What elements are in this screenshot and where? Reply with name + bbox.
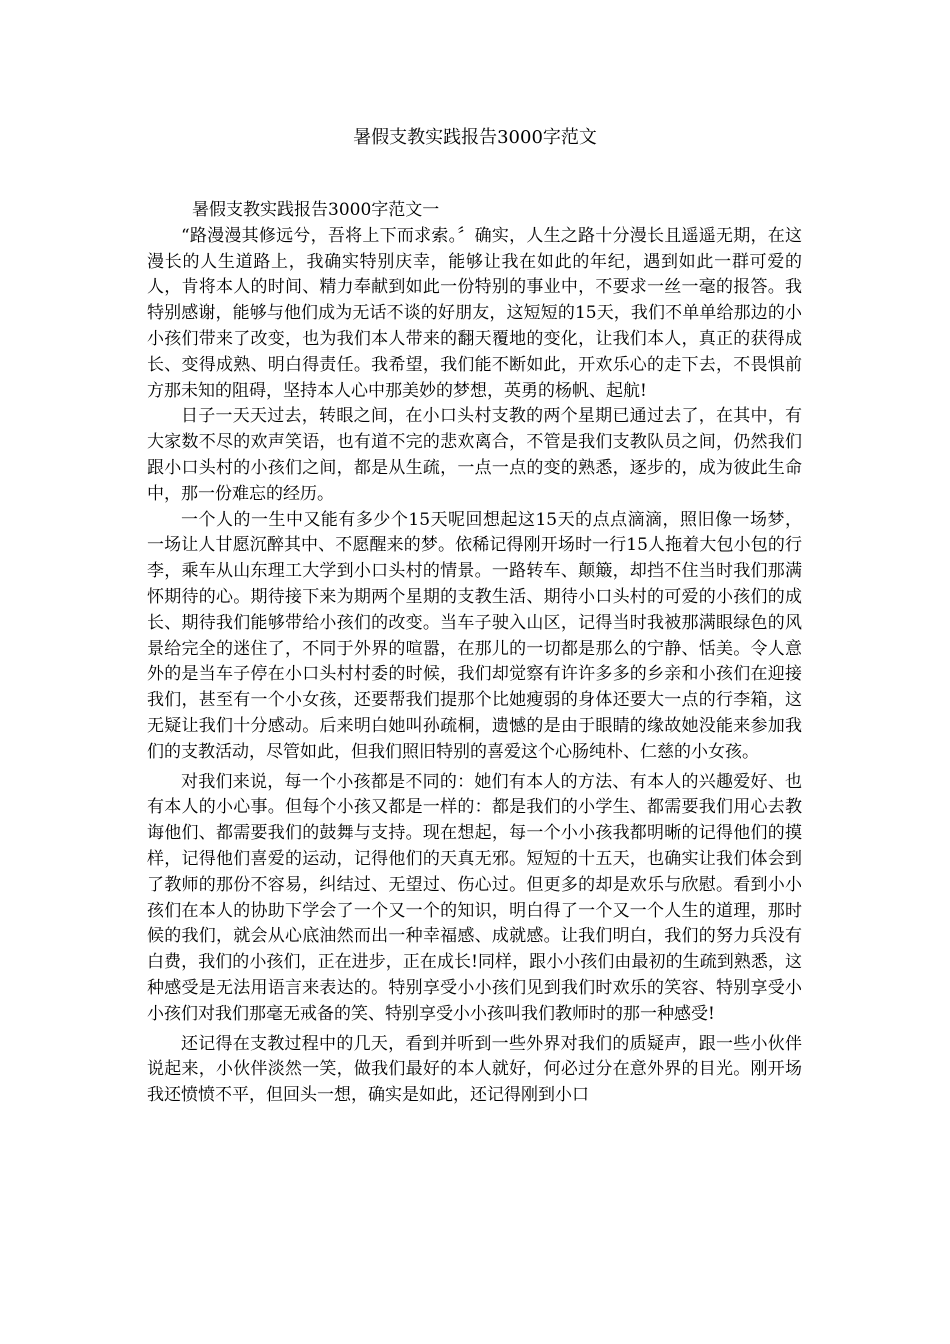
document-body	[147, 198, 802, 1109]
paragraph-2: 日子一天天过去，转眼之间，在小口头村支教的两个星期已通过去了，在其中，有大家数不尽的欢声笑语，也有道不完的悲欢离合，不管是我们支教队员之间，仍然我们跟小口头村的小孩们之间，都是从生疏，一点一点的变的熟悉，逐步的，成为彼此生命中，那一份难忘的经历。	[147, 406, 802, 504]
paragraph-1: “路漫漫其修远兮，吾将上下而求索。〞确实，人生之路十分漫长且遥遥无期，在这漫长的人生道路上，我确实特别庆幸，能够让我在如此的年纪，遇到如此一群可爱的人，肯将本人的时间、精力奉献到如此一份特别的事业中，不要求一丝一毫的报答。我特别感谢，能够与他们成为无话不谈的好朋友，这短短的15天，我们不单单给那边的小小孩们带来了改变，也为我们本人带来的翻天覆地的变化，让我们本人，真正的获得成长、变得成熟、明白得责任。我希望，我们能不断如此，开欢乐心的走下去，不畏惧前方那未知的阻碍，坚持本人心中那美妙的梦想，英勇的杨帆、起航!	[147, 225, 802, 401]
paragraph-4: 对我们来说，每一个小孩都是不同的：她们有本人的方法、有本人的兴趣爱好、也有本人的小心事。但每个小孩又都是一样的：都是我们的小学生、都需要我们用心去教诲他们、都需要我们的鼓舞与支持。现在想起，每一个小小孩我都明晰的记得他们的摸样，记得他们喜爱的运动，记得他们的天真无邪。短短的十五天，也确实让我们体会到了教师的那份不容易，纠结过、无望过、伤心过。但更多的却是欢乐与欣慰。看到小小孩们在本人的协助下学会了一个又一个的知识，明白得了一个又一个人生的道理，那时候的我们，就会从心底油然而出一种幸福感、成就感。让我们明白，我们的努力兵没有白费，我们的小孩们，正在进步，正在成长!同样，跟小小孩们由最初的生疏到熟悉，这种感受是无法用语言来表达的。特别享受小小孩们见到我们时欢乐的笑容、特别享受小小孩们对我们那毫无戒备的笑、特别享受小小孩叫我们教师时的那一种感受!	[147, 771, 802, 1024]
section-subtitle: 暑假支教实践报告3000字范文一	[192, 200, 440, 220]
document-title: 暑假支教实践报告3000字范文	[353, 127, 597, 148]
paragraph-5: 还记得在支教过程中的几天，看到并听到一些外界对我们的质疑声，跟一些小伙伴说起来，小伙伴淡然一笑，做我们最好的本人就好，何必过分在意外界的目光。刚开场我还愤愤不平，但回头一想，确实是如此，还记得刚到小口	[147, 1033, 802, 1106]
paragraph-3: 一个人的一生中又能有多少个15天呢回想起这15天的点点滴滴，照旧像一场梦，一场让人甘愿沉醉其中、不愿醒来的梦。依稀记得刚开场时一行15人拖着大包小包的行李，乘车从山东理工大学到小口头村的情景。一路转车、颠簸，却挡不住当时我们那满怀期待的心。期待接下来为期两个星期的支教生活、期待小口头村的可爱的小孩们的成长、期待我们能够带给小孩们的改变。当车子驶入山区，记得当时我被那满眼绿色的风景给完全的迷住了，不同于外界的喧嚣，在那儿的一切都是那么的宁静、恬美。令人意外的是当车子停在小口头村村委的时候，我们却觉察有许许多多的乡亲和小孩们在迎接我们，甚至有一个小女孩，还要帮我们提那个比她瘦弱的身体还要大一点的行李箱，这无疑让我们十分感动。后来明白她叫孙疏桐，遗憾的是由于眼睛的缘故她没能来参加我们的支教活动，尽管如此，但我们照旧特别的喜爱这个心肠纯朴、仁慈的小女孩。	[147, 509, 802, 762]
